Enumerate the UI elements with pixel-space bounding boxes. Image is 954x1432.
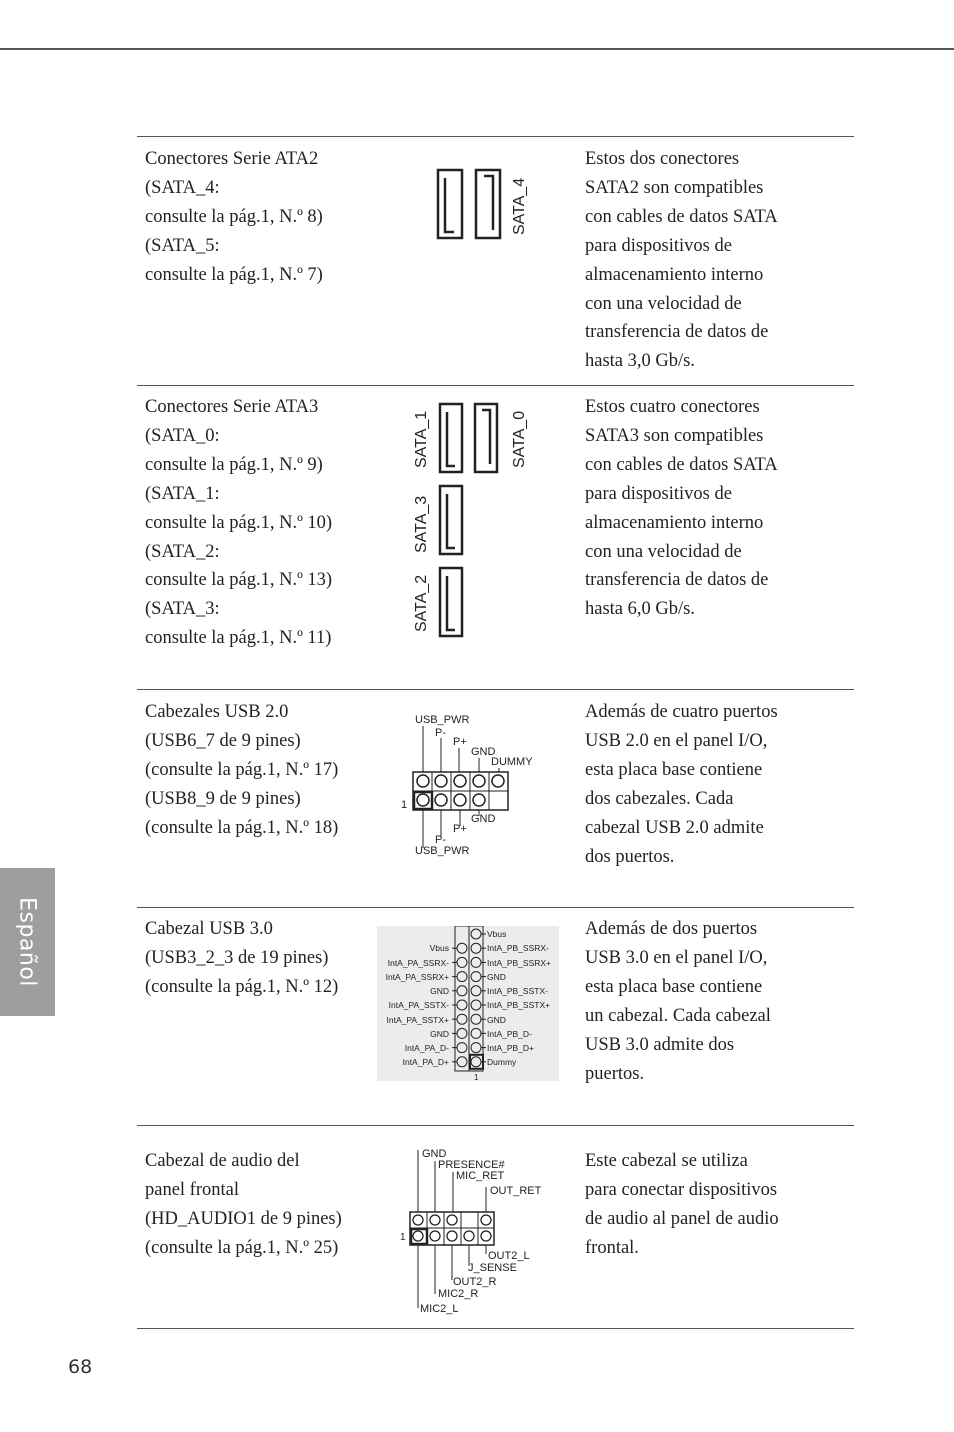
pin-label: IntA_PA_SSTX+ <box>386 1015 449 1025</box>
pin-label: P- <box>435 834 446 846</box>
pin-label: PRESENCE# <box>438 1159 505 1171</box>
pin-label: IntA_PB_SSTX+ <box>487 1000 551 1010</box>
pin-label: GND <box>487 972 506 982</box>
table-rule <box>137 689 854 690</box>
sata3-description: Estos cuatro conectores SATA3 son compatibles con cables de datos SATA para dispositivos de almacenamiento interno con una velocidad de transferencia de datos de hasta 6,0 Gb/s. <box>585 397 778 620</box>
sata2-connector-name: Conectores Serie ATA2 (SATA_4: consulte la pág.1, N.º 8) (SATA_5: consulte la pág.1, N.º 7) <box>145 149 323 285</box>
sata3-port <box>440 486 462 554</box>
page-number: 68 <box>68 1356 93 1378</box>
sata4-port <box>476 170 500 238</box>
pin-label: IntA_PB_D+ <box>487 1043 535 1053</box>
pin-label: P- <box>435 727 446 739</box>
pin-label: OUT2_L <box>488 1250 530 1262</box>
sata1-port <box>440 404 462 472</box>
pin-label: MIC2_R <box>438 1288 479 1300</box>
table-rule <box>137 385 854 386</box>
sata2-port <box>440 568 462 636</box>
pin-label: IntA_PB_SSTX- <box>487 986 548 996</box>
table-rule <box>137 136 854 137</box>
sata0-port <box>475 404 497 472</box>
pin-one-label: 1 <box>401 799 408 811</box>
pin-label: Vbus <box>429 943 449 953</box>
sata-label: SATA_0 <box>511 410 528 468</box>
usb3-description: Además de dos puertos USB 3.0 en el panel I/O, esta placa base contiene un cabezal. Cada cabezal USB 3.0 admite dos puertos. <box>585 919 771 1084</box>
sata2-diagram <box>400 160 540 250</box>
pin-label: IntA_PB_SSRX+ <box>487 958 552 968</box>
pin-label: GND <box>471 813 496 825</box>
usb2-description: Además de cuatro puertos USB 2.0 en el panel I/O, esta placa base contiene dos cabezales. Cada cabezal USB 2.0 admite dos puertos. <box>585 702 778 867</box>
language-side-tab <box>0 868 55 1016</box>
pin-label: GND <box>430 1029 449 1039</box>
language-label: Español <box>14 897 40 987</box>
header-rule <box>0 48 954 50</box>
sata5-port <box>438 170 462 238</box>
usb2-pin-diagram <box>395 708 545 860</box>
pin-label: MIC2_L <box>420 1303 459 1315</box>
pin-label: IntA_PA_SSRX- <box>387 958 449 968</box>
usb3-header-name: Cabezal USB 3.0 (USB3_2_3 de 19 pines) (consulte la pág.1, N.º 12) <box>145 919 339 997</box>
pin-label: DUMMY <box>491 756 533 768</box>
pin-label: GND <box>430 986 449 996</box>
sata-label: SATA_2 <box>413 574 430 632</box>
sata3-connector-name: Conectores Serie ATA3 (SATA_0: consulte la pág.1, N.º 9) (SATA_1: consulte la pág.1, N.º 10) (SATA_2: consulte la pág.1, N.º 13) (SATA_3: consulte la pág.1, N.º 11) <box>145 397 333 649</box>
pin-label: USB_PWR <box>415 714 470 726</box>
usb3-pin-diagram <box>377 926 559 1081</box>
pin-label: Vbus <box>487 929 507 939</box>
pin-label: MIC_RET <box>456 1170 505 1182</box>
audio-pin-diagram <box>398 1144 548 1316</box>
table-rule <box>137 1125 854 1126</box>
sata-label: SATA_3 <box>413 495 430 553</box>
pin-label: GND <box>471 746 496 758</box>
pin-label: IntA_PA_SSTX- <box>388 1000 449 1010</box>
sata3-diagram <box>400 398 540 643</box>
table-rule <box>137 907 854 908</box>
table-rule <box>137 1328 854 1329</box>
pin-label: IntA_PB_D- <box>487 1029 532 1039</box>
pin-label: OUT_RET <box>490 1185 542 1197</box>
sata2-description: Estos dos conectores SATA2 son compatibles con cables de datos SATA para dispositivos de almacenamiento interno con una velocidad de transferencia de datos de hasta 3,0 Gb/s. <box>585 149 778 372</box>
pin-one-label: 1 <box>400 1232 406 1243</box>
pin-label: IntA_PA_D+ <box>402 1057 449 1067</box>
pin-one-label: 1 <box>474 1073 479 1081</box>
usb2-header-name: Cabezales USB 2.0 (USB6_7 de 9 pines) (consulte la pág.1, N.º 17) (USB8_9 de 9 pines) (consulte la pág.1, N.º 18) <box>145 702 339 838</box>
audio-header-name: Cabezal de audio del panel frontal (HD_AUDIO1 de 9 pines) (consulte la pág.1, N.º 25) <box>145 1151 342 1258</box>
pin-label: OUT2_R <box>453 1276 497 1288</box>
pin-label: GND <box>487 1015 506 1025</box>
audio-description: Este cabezal se utiliza para conectar dispositivos de audio al panel de audio frontal. <box>585 1151 779 1258</box>
pin-label: J_SENSE <box>468 1262 517 1274</box>
pin-label: P+ <box>453 823 467 835</box>
sata-label: SATA_4 <box>511 177 528 235</box>
pin-label: Dummy <box>487 1057 517 1067</box>
pin-label: GND <box>422 1148 447 1160</box>
sata-label: SATA_1 <box>413 410 430 468</box>
pin-label: IntA_PB_SSRX- <box>487 943 549 953</box>
pin-label: P+ <box>453 736 467 748</box>
pin-label: IntA_PA_D- <box>404 1043 449 1053</box>
pin-label: USB_PWR <box>415 845 470 857</box>
pin-label: IntA_PA_SSRX+ <box>385 972 449 982</box>
